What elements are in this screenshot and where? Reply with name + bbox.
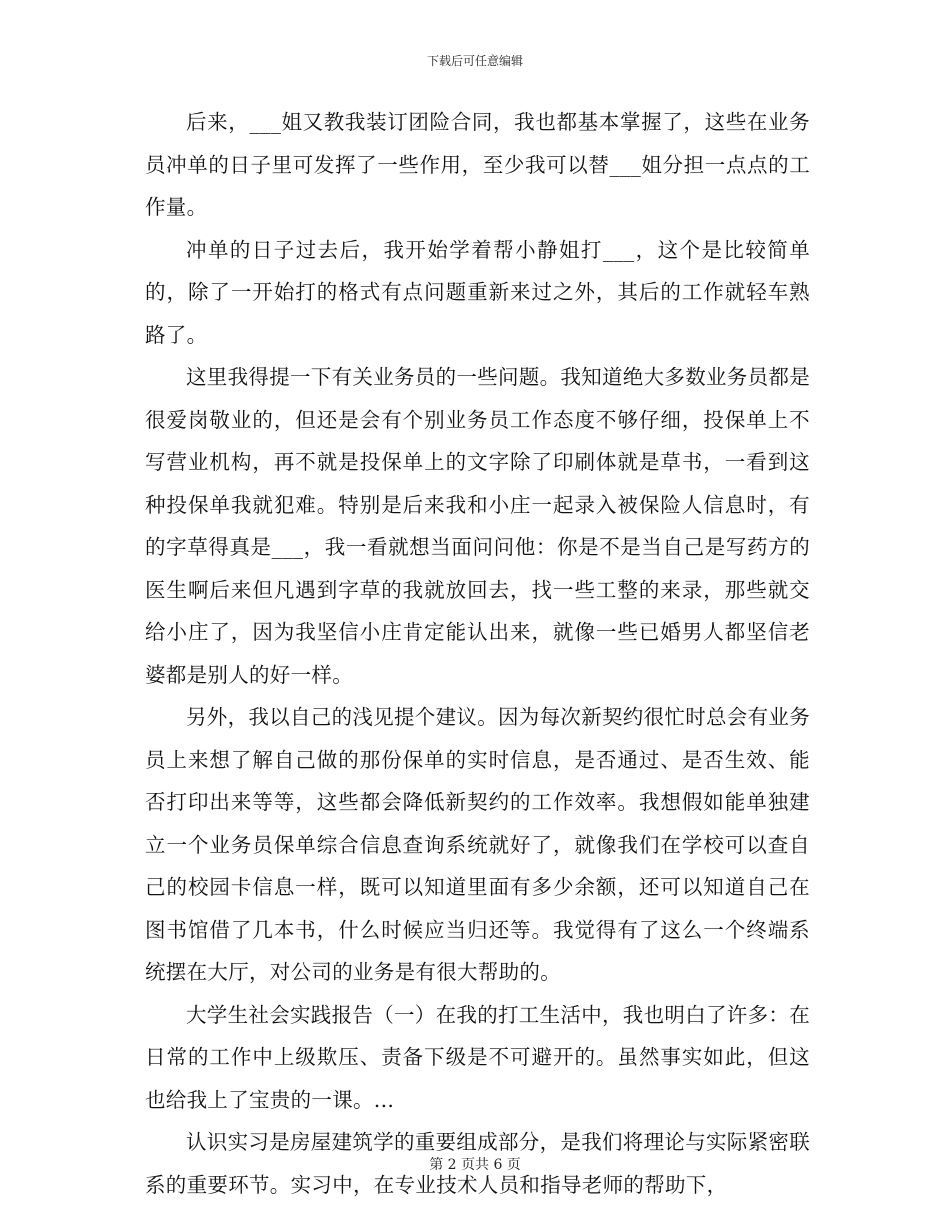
paragraph: 后来，___姐又教我装订团险合同，我也都基本掌握了，这些在业务员冲单的日子里可发挥了一些作用，至少我可以替___姐分担一点点的工作量。 bbox=[145, 110, 810, 219]
paragraph: 这里我得提一下有关业务员的一些问题。我知道绝大多数业务员都是很爱岗敬业的，但还是会有个别业务员工作态度不够仔细，投保单上不写营业机构，再不就是投保单上的文字除了印刷体就是草书，一看到这种投保单我就犯难。特别是后来我和小庄一起录入被保险人信息时，有的字草得真是___，我一看就想当面问问他：你是不是当自己是写药方的医生啊后来但凡遇到字草的我就放回去，找一些工整的来录，那些就交给小庄了，因为我坚信小庄肯定能认出来，就像一些已婚男人都坚信老婆都是别人的好一样。 bbox=[145, 365, 810, 687]
paragraph: 冲单的日子过去后，我开始学着帮小静姐打___，这个是比较简单的，除了一开始打的格式有点问题重新来过之外，其后的工作就轻车熟路了。 bbox=[145, 237, 810, 347]
document-body bbox=[145, 101, 810, 1206]
page-header: 下载后可任意编辑 bbox=[426, 54, 523, 68]
page-footer: 第 2 页共 6 页 bbox=[429, 1157, 521, 1173]
paragraph: 大学生社会实践报告（一）在我的打工生活中，我也明白了许多：在日常的工作中上级欺压、责备下级是不可避开的。虽然事实如此，但这也给我上了宝贵的一课。... bbox=[145, 1002, 810, 1112]
paragraph: 认识实习是房屋建筑学的重要组成部分，是我们将理论与实际紧密联系的重要环节。实习中，在专业技术人员和指导老师的帮助下， bbox=[145, 1130, 810, 1197]
paragraph: 另外，我以自己的浅见提个建议。因为每次新契约很忙时总会有业务员上来想了解自己做的那份保单的实时信息，是否通过、是否生效、能否打印出来等等，这些都会降低新契约的工作效率。我想假如能单独建立一个业务员保单综合信息查询系统就好了，就像我们在学校可以查自己的校园卡信息一样，既可以知道里面有多少余额，还可以知道自己在图书馆借了几本书，什么时候应当归还等。我觉得有了这么一个终端系统摆在大厅，对公司的业务是有很大帮助的。 bbox=[145, 705, 810, 984]
